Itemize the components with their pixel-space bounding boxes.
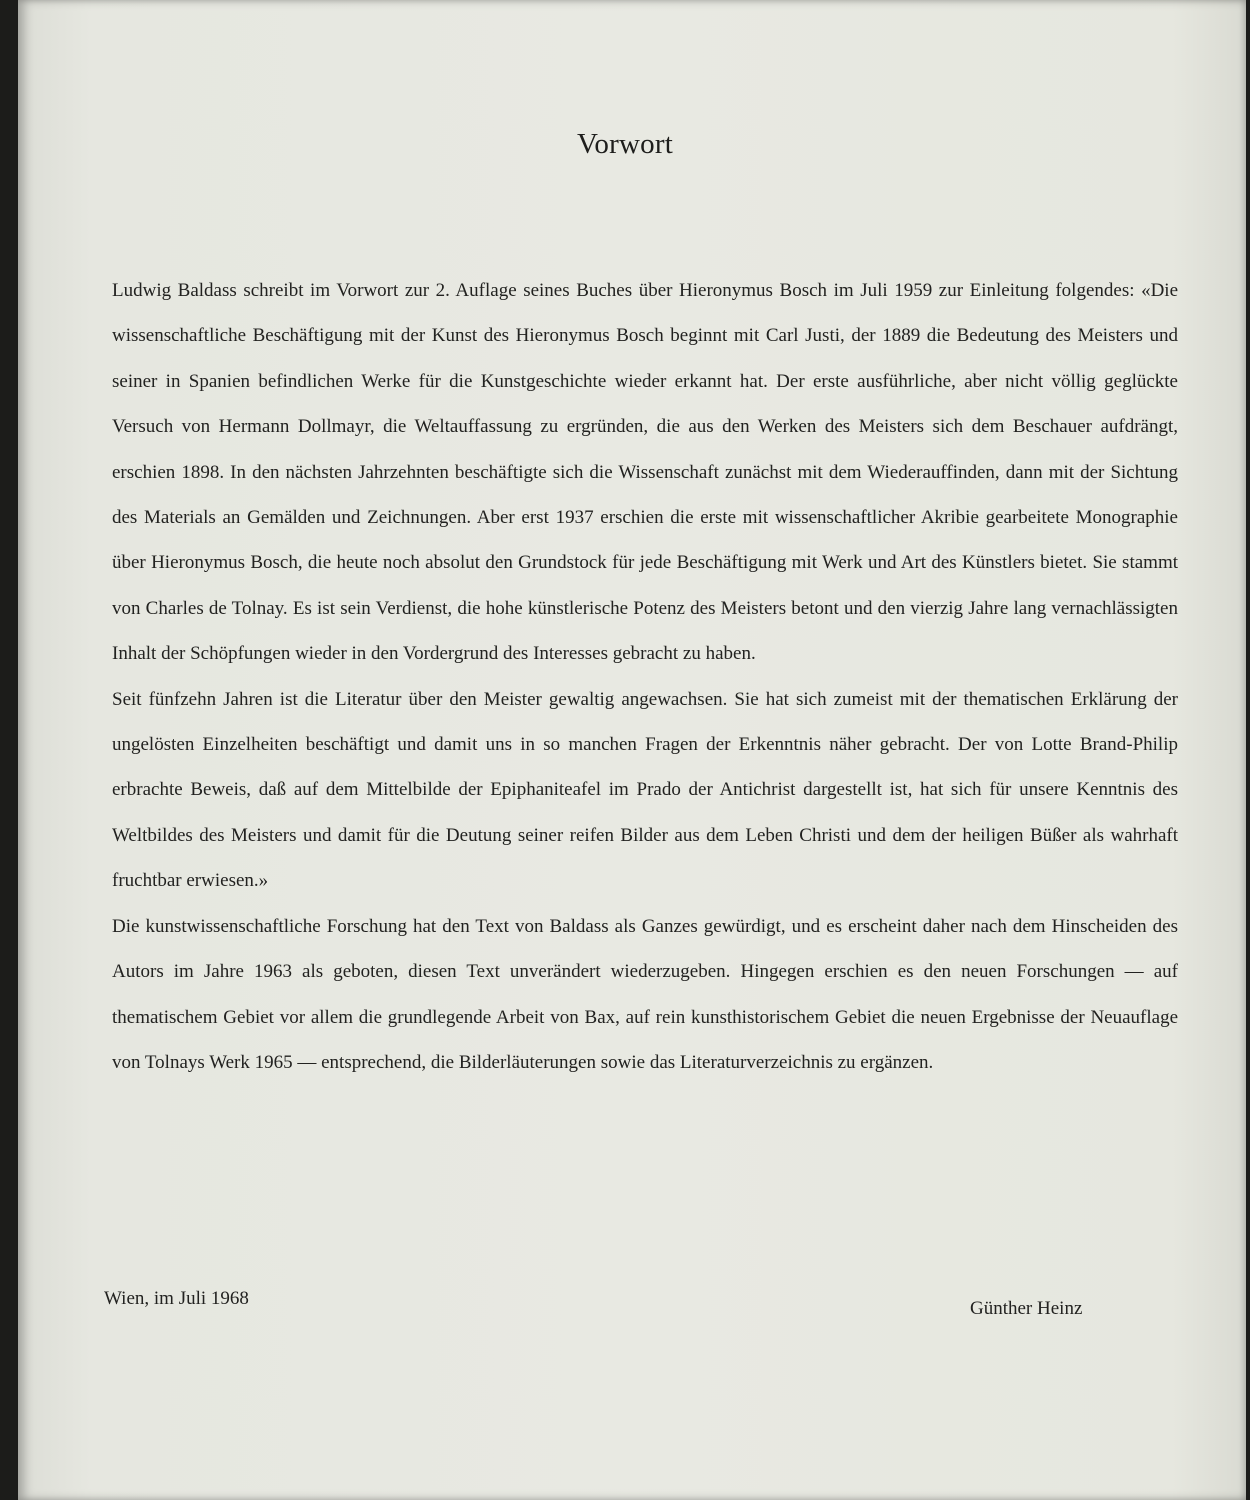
paragraph-3: Die kunstwissenschaftliche Forschung hat den Text von Baldass als Ganzes gewürdigt, und es erscheint daher nach dem Hinscheiden des Autors im Jahre 1963 als geboten, diesen Text unverändert wiederzugeben. Hingegen erschien es den neuen Forschungen — auf thematischem Gebiet vor allem die grundlegende Arbeit von Bax, auf rein kunsthistorischem Gebiet die neuen Ergebnisse der Neuauflage von Tolnays Werk 1965 — entsprechend, die Bilderläuterungen sowie das Literaturverzeichnis zu ergänzen. xyxy=(112,915,1178,1073)
preface-body xyxy=(112,268,1178,1085)
paragraph-1: Ludwig Baldass schreibt im Vorwort zur 2. Auflage seines Buches über Hieronymus Bosch im Juli 1959 zur Einleitung folgendes: «Die wissenschaftliche Beschäftigung mit der Kunst des Hieronymus Bosch beginnt mit Carl Justi, der 1889 die Bedeutung des Meisters und seiner in Spanien befindlichen Werke für die Kunstgeschichte wieder erkannt hat. Der erste ausführliche, aber nicht völlig geglückte Versuch von Hermann Dollmayr, die Weltauffassung zu ergründen, die aus den Werken des Meisters sich dem Beschauer aufdrängt, erschien 1898. In den nächsten Jahrzehnten beschäftigte sich die Wissenschaft zunächst mit dem Wiederauffinden, dann mit der Sichtung des Materials an Gemälden und Zeichnungen. Aber erst 1937 erschien die erste mit wissenschaftlicher Akribie gearbeitete Monographie über Hieronymus Bosch, die heute noch absolut den Grundstock für jede Beschäftigung mit Werk und Art des Künstlers bietet. Sie stammt von Charles de Tolnay. Es ist sein Verdienst, die hohe künstlerische Potenz des Meisters betont und den vierzig Jahre lang vernachlässigten Inhalt der Schöpfungen wieder in den Vordergrund des Interesses gebracht zu haben. xyxy=(112,280,1178,665)
paragraph-2: Seit fünfzehn Jahren ist die Literatur über den Meister gewaltig angewachsen. Sie hat sich zumeist mit der thematischen Erklärung der ungelösten Einzelheiten beschäftigt und damit uns in so manchen Fragen der Erkenntnis näher gebracht. Der von Lotte Brand-Philip erbrachte Beweis, daß auf dem Mittelbilde der Epiphaniteafel im Prado der Antichrist dargestellt ist, hat sich für unsere Kenntnis des Weltbildes des Meisters und damit für die Deutung seiner reifen Bilder aus dem Leben Christi und dem der heiligen Büßer als wahrhaft fruchtbar erwiesen.» xyxy=(112,688,1178,892)
author-signature: Günther Heinz xyxy=(970,1298,1083,1319)
place-date: Wien, im Juli 1968 xyxy=(104,1288,249,1309)
page-title: Vorwort xyxy=(577,128,673,160)
